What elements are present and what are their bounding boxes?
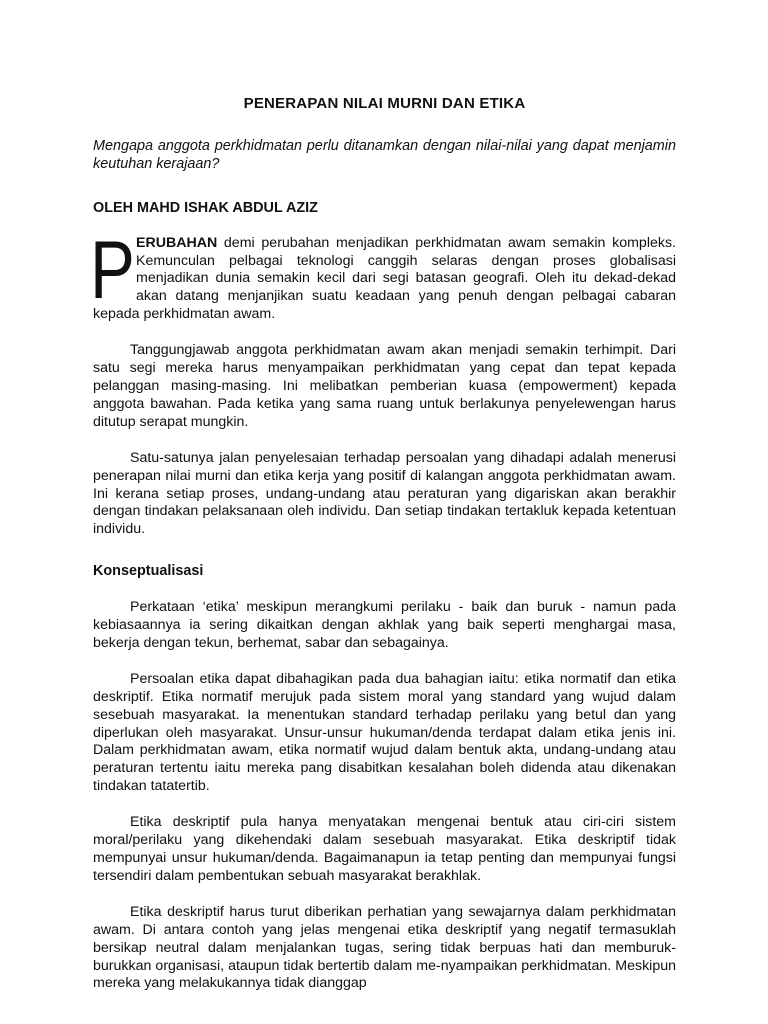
- paragraph-6: Etika deskriptif pula hanya menyatakan mengenai bentuk atau ciri-ciri sistem moral/perilaku yang dikehendaki dalam sesebuah masyarakat. Etika deskriptif tidak mempunyai unsur hukuman/denda. Bagaimanapun ia tetap penting dan mempunyai fungsi tersendiri dalam pembentukan sebuah masyarakat berakhlak.: [93, 814, 676, 884]
- paragraph-7: Etika deskriptif harus turut diberikan perhatian yang sewajarnya dalam perkhidmatan awam. Di antara contoh yang jelas mengenai etika deskriptif yang negatif termasuklah bersikap neutral dalam menjalankan tugas, sering tidak berpuas hati dan memburuk-burukkan organisasi, ataupun tidak bertertib dalam me-nyampaikan perkhidmatan. Meskipun mereka yang melakukannya tidak dianggap: [93, 903, 676, 992]
- section-heading: Konseptualisasi: [93, 563, 204, 580]
- paragraph-1: [90, 224, 676, 325]
- article-subtitle: Mengapa anggota perkhidmatan perlu ditanamkan dengan nilai-nilai yang dapat menjamin keutuhan kerajaan?: [93, 137, 676, 172]
- article-author: OLEH MAHD ISHAK ABDUL AZIZ: [93, 199, 318, 216]
- article-title: PENERAPAN NILAI MURNI DAN ETIKA: [243, 95, 526, 112]
- paragraph-5: Persoalan etika dapat dibahagikan pada dua bahagian iaitu: etika normatif dan etika deskriptif. Etika normatif merujuk pada sistem moral yang standard yang wujud dalam sesebuah masyarakat. Ia menentukan standard terhadap perilaku yang betul dan yang diperlukan oleh masyarakat. Unsur-unsur hukuman/denda terdapat dalam etika jenis ini. Dalam perkhidmatan awam, etika normatif wujud dalam bentuk akta, undang-undang atau peraturan tertentu iaitu mereka pang disabitkan kesalahan boleh didenda atau dikenakan tindakan tatatertib.: [93, 670, 676, 795]
- drop-cap: P: [90, 224, 135, 316]
- lead-word: ERUBAHAN: [136, 234, 218, 251]
- article-body: [90, 88, 676, 1011]
- paragraph-4: Perkataan ‘etika’ meskipun merangkumi perilaku - baik dan buruk - namun pada kebiasaannya ia sering dikaitkan dengan akhlak yang baik seperti menghargai masa, bekerja dengan tekun, berhemat, sabar dan sebagainya.: [93, 599, 676, 651]
- paragraph-1-text: demi perubahan menjadikan perkhidmatan awam semakin kompleks. Kemunculan pelbagai teknologi canggih selaras dengan proses globalisasi menjadikan dunia semakin kecil dari segi batasan geografi. Oleh itu dekad-dekad akan datang menjanjikan suatu keadaan yang penuh dengan pelbagai cabaran kepada perkhidmatan awam.: [93, 234, 676, 323]
- paragraph-3: Satu-satunya jalan penyelesaian terhadap persoalan yang dihadapi adalah menerusi penerapan nilai murni dan etika kerja yang positif di kalangan anggota perkhidmatan awam. Ini kerana setiap proses, undang-undang atau peraturan yang digariskan akan berakhir dengan tindakan pelaksanaan oleh individu. Dan setiap tindakan tertakluk kepada ketentuan individu.: [93, 449, 676, 538]
- paragraph-2: Tanggungjawab anggota perkhidmatan awam akan menjadi semakin terhimpit. Dari satu segi mereka harus menyampaikan perkhidmatan yang cepat dan tepat kepada pelanggan masing-masing. Ini melibatkan pemberian kuasa (empowerment) kepada anggota bawahan. Pada ketika yang sama ruang untuk berlakunya penyelewengan harus ditutup serapat mungkin.: [93, 342, 676, 430]
